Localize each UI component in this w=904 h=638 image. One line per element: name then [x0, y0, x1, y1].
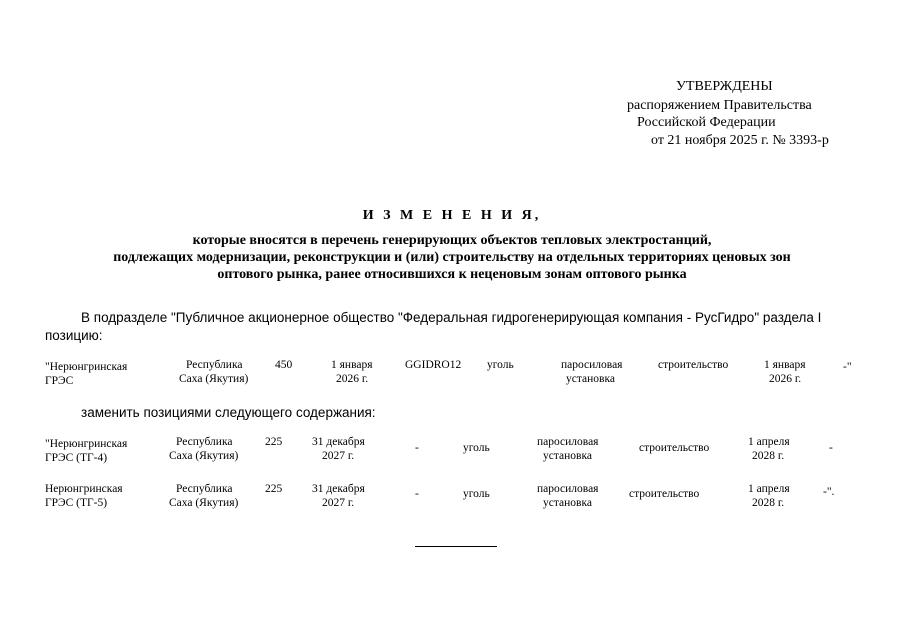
new2-date1-a: 31 декабря [312, 483, 365, 495]
heading-word: И З М Е Н Е Н И Я, [362, 208, 542, 223]
new1-action: строительство [639, 442, 710, 454]
heading-word-block [0, 207, 904, 224]
old-region-1: Республика [186, 359, 243, 371]
old-code: GGIDRO12 [405, 359, 462, 371]
old-date1-a: 1 января [331, 359, 373, 371]
new1-name-1: "Нерюнгринская [45, 438, 128, 450]
new2-name-2: ГРЭС (ТГ-5) [45, 497, 108, 509]
new1-date1-b: 2027 г. [322, 450, 355, 462]
new2-code: - [415, 488, 419, 500]
new2-power: 225 [265, 483, 283, 495]
new1-type-2: установка [543, 450, 592, 462]
new1-end: - [829, 442, 833, 454]
old-name-1: "Нерюнгринская [45, 361, 128, 373]
new2-action: строительство [629, 488, 700, 500]
new2-type-2: установка [543, 497, 592, 509]
heading-line-3: оптового рынка, ранее относившихся к неценовым зонам оптового рынка [217, 267, 687, 282]
heading-line-2: подлежащих модернизации, реконструкции и (или) строительству на отдельных территориях ценовых зон [113, 250, 791, 265]
replace-text: заменить позициями следующего содержания: [81, 405, 376, 420]
new2-region-2: Саха (Якутия) [169, 497, 239, 509]
old-date2-b: 2026 г. [769, 373, 802, 385]
old-name-2: ГРЭС [45, 375, 74, 387]
approval-line-3: от 21 ноября 2025 г. № 3393-р [651, 133, 829, 148]
new1-date1-a: 31 декабря [312, 436, 365, 448]
new1-code: - [415, 442, 419, 454]
old-power: 450 [275, 359, 293, 371]
new1-power: 225 [265, 436, 283, 448]
old-fuel: уголь [487, 359, 514, 371]
old-end: -" [843, 361, 852, 373]
approval-title: УТВЕРЖДЕНЫ [676, 79, 773, 94]
old-type-1: паросиловая [561, 359, 623, 371]
new1-type-1: паросиловая [537, 436, 599, 448]
closing-rule [415, 546, 497, 547]
new1-fuel: уголь [463, 442, 490, 454]
heading-line-1: которые вносятся в перечень генерирующих объектов тепловых электростанций, [192, 233, 712, 248]
new2-date2-b: 2028 г. [752, 497, 785, 509]
new1-date2-b: 2028 г. [752, 450, 785, 462]
intro-line-1: В подразделе "Публичное акционерное общество "Федеральная гидрогенерирующая компания - РусГидро" раздела I [81, 310, 822, 325]
old-region-2: Саха (Якутия) [179, 373, 249, 385]
new2-date1-b: 2027 г. [322, 497, 355, 509]
new1-name-2: ГРЭС (ТГ-4) [45, 452, 108, 464]
new2-fuel: уголь [463, 488, 490, 500]
approval-line-2: Российской Федерации [637, 115, 776, 130]
new2-end: -". [823, 486, 835, 498]
new2-type-1: паросиловая [537, 483, 599, 495]
new2-date2-a: 1 апреля [748, 483, 790, 495]
old-type-2: установка [566, 373, 615, 385]
approval-line-1: распоряжением Правительства [627, 98, 812, 113]
old-action: строительство [658, 359, 729, 371]
intro-line-2: позицию: [45, 328, 103, 343]
new2-region-1: Республика [176, 483, 233, 495]
new1-date2-a: 1 апреля [748, 436, 790, 448]
new1-region-2: Саха (Якутия) [169, 450, 239, 462]
new2-name-1: Нерюнгринская [45, 483, 123, 495]
old-date1-b: 2026 г. [336, 373, 369, 385]
old-date2-a: 1 января [764, 359, 806, 371]
new1-region-1: Республика [176, 436, 233, 448]
